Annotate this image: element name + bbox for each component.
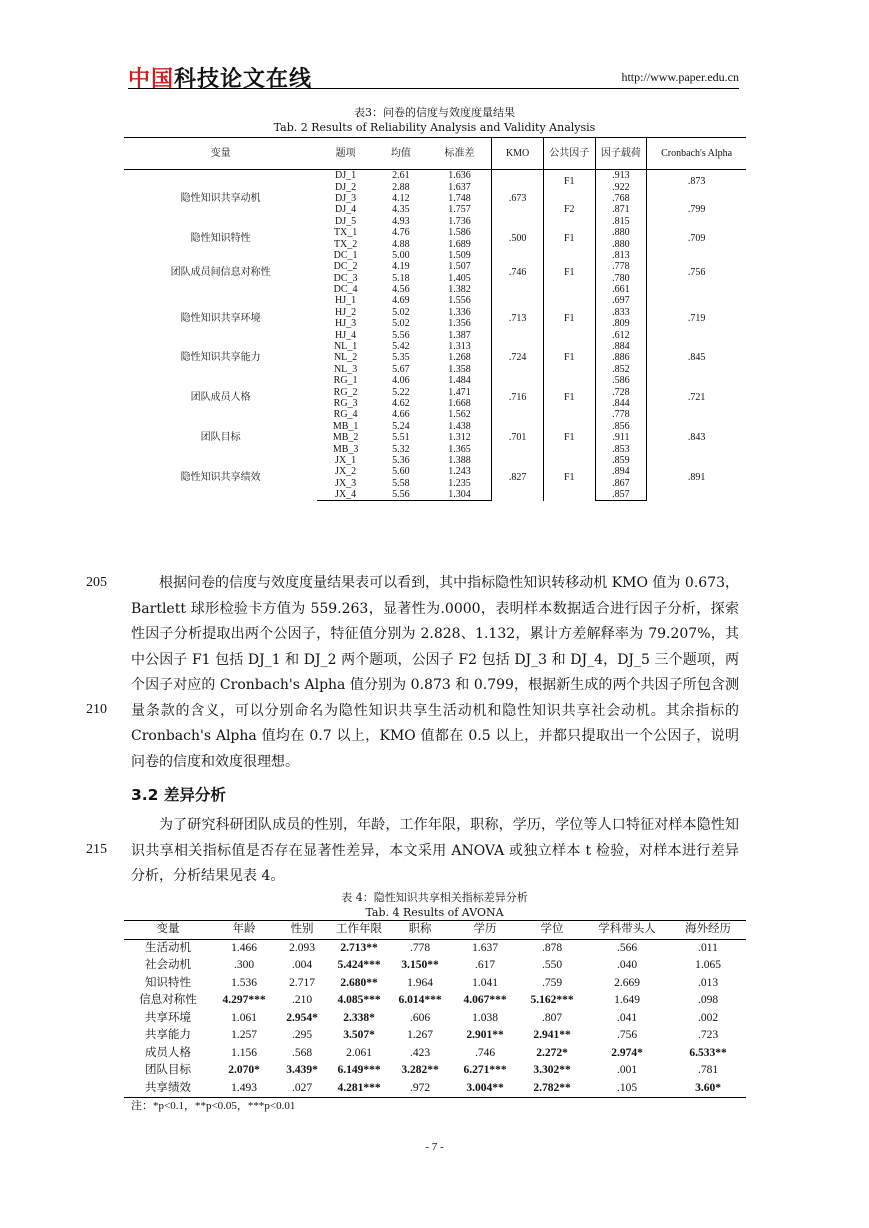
item-cell: RG_4 — [333, 409, 358, 421]
page-number: - 7 - — [425, 1141, 444, 1153]
sd-cell: 1.748 — [428, 193, 492, 204]
variable-name: 团队成员人格 — [190, 392, 251, 404]
mean-cell: 5.56 — [374, 489, 428, 501]
item-cell: HJ_3 — [335, 318, 357, 330]
value-cell: .013 — [697, 976, 719, 989]
table-row — [124, 939, 746, 957]
column-header: 均值 — [374, 138, 428, 170]
item-cell: JX_1 — [335, 454, 357, 466]
item-cell: MB_1 — [332, 420, 359, 432]
alpha-cell: .756 — [687, 267, 706, 279]
reliability-table — [124, 137, 746, 501]
value-cell: .746 — [474, 1046, 496, 1059]
loading-cell: .780 — [595, 273, 647, 284]
anova-table — [124, 920, 746, 1098]
logo-black-text: 科技论文在线 — [174, 67, 313, 92]
table-row — [124, 170, 746, 182]
item-cell: RG_1 — [333, 375, 358, 387]
mean-cell: 5.02 — [392, 318, 410, 330]
sd-cell: 1.388 — [428, 455, 492, 466]
paragraph-text: 根据问卷的信度与效度度量结果表可以看到，其中指标隐性知识转移动机 KMO 值为 0.673，Bartlett 球形检验卡方值为 559.263，显著性为.0000，表明样本数据适合进行因子分析，探索性因子分析提取出两个公因子，特征值分别为 2.828、1.132，累计方差解释率为 79.207%，其中公因子 F1 包括 DJ_1 和 DJ_2 两个题项，公因子 F2 包括 DJ_3 和 DJ_4，DJ_5 三个题项，两个因子对应的 Cronbach's Alpha 值分别为 0.873 和 0.799，根据新生成的两个共因子所包含测量条款的含义，可以分别命名为隐性知识共享生活动机和隐性知识共享社会动机。其余指标的 Cronbach's Alpha 值均在 0.7 以上，KMO 值都在 0.5 以上，并都只提取出一个公因子，说明问卷的信度和效度很理想。 — [131, 575, 739, 770]
alpha-cell: .891 — [687, 472, 706, 484]
value-cell: .210 — [291, 994, 313, 1007]
mean-cell: 5.18 — [392, 272, 410, 284]
factor-cell: F1 — [543, 295, 595, 341]
column-header: 因子载荷 — [595, 138, 647, 170]
variable-name: 团队目标 — [145, 1064, 191, 1077]
sd-cell: 1.304 — [428, 489, 492, 501]
loading-cell: .778 — [595, 409, 647, 420]
kmo-cell: .673 — [492, 170, 544, 227]
variable-name: 隐性知识共享环境 — [180, 312, 261, 324]
variable-name: 共享环境 — [145, 1011, 191, 1024]
table3-header-row — [124, 138, 746, 170]
value-cell: 3.507* — [343, 1029, 375, 1042]
value-cell: .566 — [616, 941, 638, 954]
mean-cell: 5.22 — [392, 386, 410, 398]
mean-cell: 5.60 — [392, 466, 410, 478]
value-cell: 4.297*** — [222, 994, 266, 1007]
loading-cell: .922 — [595, 181, 647, 192]
value-cell: 3.004** — [450, 1080, 520, 1098]
sd-cell: 1.387 — [428, 329, 492, 340]
alpha-cell: .873 — [687, 175, 706, 187]
item-cell: HJ_2 — [335, 306, 357, 318]
value-cell: 5.162*** — [530, 994, 574, 1007]
value-cell: 1.156 — [231, 1046, 257, 1059]
value-cell: 1.065 — [695, 959, 721, 972]
mean-cell: 5.67 — [392, 363, 410, 375]
sd-cell: 1.484 — [428, 375, 492, 386]
item-cell: JX_3 — [335, 477, 357, 489]
loading-cell: .815 — [595, 216, 647, 227]
value-cell: 3.302** — [533, 1064, 571, 1077]
table-row — [124, 1027, 746, 1045]
alpha-cell: .721 — [687, 392, 706, 404]
value-cell: 3.150** — [401, 959, 439, 972]
table-row — [124, 957, 746, 975]
variable-name: 信息对称性 — [139, 994, 197, 1007]
value-cell: .759 — [541, 976, 563, 989]
logo-red-text: 中国 — [128, 67, 175, 92]
value-cell: .550 — [541, 959, 563, 972]
sd-cell: 1.507 — [428, 261, 492, 272]
item-cell: NL_2 — [333, 352, 358, 364]
line-number: 210 — [86, 702, 107, 717]
mean-cell: 5.36 — [392, 454, 410, 466]
sd-cell: 1.336 — [428, 307, 492, 318]
factor-cell: F1 — [543, 170, 595, 193]
table-row — [124, 455, 746, 466]
value-cell: 2.901** — [466, 1029, 504, 1042]
value-cell: 5.424*** — [337, 959, 381, 972]
factor-cell: F2 — [543, 193, 595, 227]
item-cell: DC_3 — [333, 272, 358, 284]
mean-cell: 2.88 — [392, 181, 410, 193]
kmo-cell: .746 — [492, 250, 544, 296]
loading-cell: .844 — [595, 398, 647, 409]
item-cell: JX_4 — [317, 489, 374, 501]
alpha-cell: .719 — [687, 312, 706, 324]
variable-name: 共享绩效 — [124, 1080, 212, 1098]
loading-cell: .911 — [595, 432, 647, 443]
loading-cell: .886 — [595, 352, 647, 363]
loading-cell: .833 — [595, 307, 647, 318]
factor-cell: F1 — [543, 421, 595, 455]
value-cell: 2.070* — [228, 1064, 260, 1077]
value-cell: .300 — [233, 959, 255, 972]
mean-cell: 5.35 — [392, 352, 410, 364]
sd-cell: 1.562 — [428, 409, 492, 420]
mean-cell: 4.35 — [392, 204, 410, 216]
mean-cell: 5.42 — [392, 341, 410, 353]
loading-cell: .612 — [595, 329, 647, 340]
value-cell: 1.041 — [472, 976, 498, 989]
value-cell: 2.272* — [536, 1046, 568, 1059]
column-header: 学位 — [520, 921, 584, 940]
loading-cell: .809 — [595, 318, 647, 329]
column-header: 海外经历 — [670, 921, 746, 940]
variable-name: 隐性知识共享能力 — [180, 352, 261, 364]
mean-cell: 4.88 — [392, 238, 410, 250]
item-cell: MB_3 — [332, 443, 359, 455]
factor-cell: F1 — [543, 341, 595, 375]
item-cell: NL_1 — [333, 341, 358, 353]
sd-cell: 1.268 — [428, 352, 492, 363]
sd-cell: 1.509 — [428, 250, 492, 261]
table-row — [124, 341, 746, 352]
item-cell: DJ_1 — [335, 170, 357, 182]
table-row — [124, 227, 746, 238]
value-cell: .001 — [616, 1064, 638, 1077]
table-row — [124, 1045, 746, 1063]
loading-cell: .856 — [595, 421, 647, 432]
sd-cell: 1.637 — [428, 181, 492, 192]
line-number: 215 — [86, 842, 107, 857]
sd-cell: 1.736 — [428, 216, 492, 227]
sd-cell: 1.438 — [428, 421, 492, 432]
alpha-cell: .799 — [687, 204, 706, 216]
table4-caption-cn: 表 4：隐性知识共享相关指标差异分析 — [341, 891, 528, 904]
mean-cell: 4.12 — [392, 192, 410, 204]
sd-cell: 1.471 — [428, 386, 492, 397]
mean-cell: 4.69 — [392, 295, 410, 307]
mean-cell: 4.56 — [392, 284, 410, 296]
value-cell: .617 — [474, 959, 496, 972]
value-cell: 3.282** — [401, 1064, 439, 1077]
table4-note: 注：*p<0.1，**p<0.05，***p<0.01 — [131, 1100, 296, 1112]
mean-cell: 4.66 — [392, 409, 410, 421]
table4-caption-en: Tab. 4 Results of AVONA — [365, 906, 504, 919]
value-cell: 1.038 — [472, 1011, 498, 1024]
header-url[interactable]: http://www.paper.edu.cn — [621, 70, 739, 84]
value-cell: .781 — [697, 1064, 719, 1077]
kmo-cell: .500 — [492, 227, 544, 250]
value-cell: 2.669 — [614, 976, 640, 989]
table-row — [124, 375, 746, 386]
loading-cell: .894 — [595, 466, 647, 477]
column-header: 学科带头人 — [584, 921, 670, 940]
value-cell: 6.014*** — [398, 994, 442, 1007]
line-number: 205 — [86, 575, 107, 590]
loading-cell: .697 — [595, 295, 647, 306]
table-row — [124, 250, 746, 261]
value-cell: 1.061 — [231, 1011, 257, 1024]
loading-cell: .871 — [595, 204, 647, 215]
item-cell: JX_2 — [335, 466, 357, 478]
column-header: 年龄 — [212, 921, 276, 940]
item-cell: DJ_5 — [335, 215, 357, 227]
paragraph-text: 为了研究科研团队成员的性别，年龄，工作年限，职称，学历，学位等人口特征对样本隐性知识共享相关指标值是否存在显著性差异，本文采用 ANOVA 或独立样本 t 检验，对样本进行差异分析，分析结果见表 4。 — [131, 817, 739, 884]
header-rule — [128, 88, 739, 89]
item-cell: HJ_4 — [335, 329, 357, 341]
variable-name: 共享能力 — [145, 1029, 191, 1042]
factor-cell: F1 — [543, 455, 595, 501]
factor-cell: F1 — [543, 227, 595, 250]
variable-name: 隐性知识共享动机 — [180, 192, 261, 204]
value-cell: 1.637 — [472, 941, 498, 954]
item-cell: DJ_4 — [335, 204, 357, 216]
item-cell: DC_2 — [333, 261, 358, 273]
mean-cell: 5.58 — [392, 477, 410, 489]
value-cell: .606 — [409, 1011, 431, 1024]
kmo-cell: .701 — [492, 421, 544, 455]
item-cell: DJ_3 — [335, 192, 357, 204]
mean-cell: 5.51 — [392, 432, 410, 444]
value-cell: 3.439* — [286, 1064, 318, 1077]
value-cell: .027 — [276, 1080, 328, 1098]
sd-cell: 1.757 — [428, 204, 492, 215]
sd-cell: 1.556 — [428, 295, 492, 306]
value-cell: 2.782** — [520, 1080, 584, 1098]
sd-cell: 1.235 — [428, 478, 492, 489]
sd-cell: 1.405 — [428, 273, 492, 284]
mean-cell: 4.93 — [392, 215, 410, 227]
value-cell: .011 — [698, 941, 718, 954]
value-cell: 6.271*** — [463, 1064, 507, 1077]
table3-caption-en: Tab. 2 Results of Reliability Analysis and Validity Analysis — [273, 121, 596, 134]
kmo-cell: .724 — [492, 341, 544, 375]
sd-cell: 1.243 — [428, 466, 492, 477]
value-cell: 2.680** — [340, 976, 378, 989]
value-cell: 4.281*** — [328, 1080, 390, 1098]
alpha-cell: .709 — [687, 232, 706, 244]
column-header: 性别 — [276, 921, 328, 940]
variable-name: 知识特性 — [145, 976, 191, 989]
factor-cell: F1 — [543, 375, 595, 421]
item-cell: TX_2 — [333, 238, 358, 250]
loading-cell: .768 — [595, 193, 647, 204]
column-header: 变量 — [124, 921, 212, 940]
value-cell: 2.093 — [289, 941, 315, 954]
item-cell: NL_3 — [333, 363, 358, 375]
mean-cell: 2.61 — [392, 170, 410, 182]
value-cell: .568 — [291, 1046, 313, 1059]
value-cell: 2.954* — [286, 1011, 318, 1024]
column-header: 标准差 — [428, 138, 492, 170]
mean-cell: 5.56 — [392, 329, 410, 341]
table-row — [124, 975, 746, 993]
value-cell: .423 — [409, 1046, 431, 1059]
column-header: 工作年限 — [328, 921, 390, 940]
loading-cell: .884 — [595, 341, 647, 352]
paragraph-reliability — [131, 571, 739, 775]
value-cell: 2.974* — [611, 1046, 643, 1059]
sd-cell: 1.365 — [428, 443, 492, 454]
item-cell: RG_2 — [333, 386, 358, 398]
value-cell: .723 — [697, 1029, 719, 1042]
value-cell: 4.085*** — [337, 994, 381, 1007]
table-row — [124, 295, 746, 306]
table-row — [124, 1062, 746, 1080]
value-cell: 1.257 — [231, 1029, 257, 1042]
column-header: 学历 — [450, 921, 520, 940]
loading-cell: .859 — [595, 455, 647, 466]
loading-cell: .867 — [595, 478, 647, 489]
value-cell: .002 — [697, 1011, 719, 1024]
value-cell: 2.941** — [533, 1029, 571, 1042]
table-row — [124, 421, 746, 432]
variable-name: 团队成员间信息对称性 — [170, 267, 271, 279]
sd-cell: 1.636 — [428, 170, 492, 182]
column-header: KMO — [492, 138, 544, 170]
value-cell: 1.466 — [231, 941, 257, 954]
value-cell: 1.649 — [614, 994, 640, 1007]
sd-cell: 1.689 — [428, 238, 492, 249]
loading-cell: .813 — [595, 250, 647, 261]
loading-cell: .778 — [595, 261, 647, 272]
value-cell: 1.493 — [212, 1080, 276, 1098]
table-row — [124, 1010, 746, 1028]
column-header: 职称 — [390, 921, 450, 940]
loading-cell: .728 — [595, 386, 647, 397]
variable-name: 隐性知识特性 — [190, 232, 251, 244]
variable-name: 成员人格 — [145, 1046, 191, 1059]
item-cell: MB_2 — [332, 432, 359, 444]
value-cell: 1.267 — [407, 1029, 433, 1042]
value-cell: 2.717 — [289, 976, 315, 989]
factor-cell: F1 — [543, 250, 595, 296]
sd-cell: 1.586 — [428, 227, 492, 238]
mean-cell: 5.00 — [392, 249, 410, 261]
item-cell: RG_3 — [333, 398, 358, 409]
value-cell: .105 — [584, 1080, 670, 1098]
mean-cell: 5.02 — [392, 306, 410, 318]
loading-cell: .586 — [595, 375, 647, 386]
value-cell: .040 — [616, 959, 638, 972]
mean-cell: 5.32 — [392, 443, 410, 455]
value-cell: 1.964 — [407, 976, 433, 989]
mean-cell: 5.24 — [392, 420, 410, 432]
kmo-cell: .716 — [492, 375, 544, 421]
mean-cell: 4.06 — [392, 375, 410, 387]
item-cell: HJ_1 — [335, 295, 357, 307]
table3-caption-cn: 表3：问卷的信度与效度度量结果 — [354, 106, 515, 119]
loading-cell: .853 — [595, 443, 647, 454]
value-cell: .041 — [616, 1011, 638, 1024]
value-cell: .004 — [291, 959, 313, 972]
loading-cell: .661 — [595, 284, 647, 295]
column-header: 题项 — [317, 138, 374, 170]
item-cell: DC_4 — [333, 284, 358, 296]
item-cell: DC_1 — [333, 249, 358, 261]
item-cell: TX_1 — [333, 227, 358, 239]
mean-cell: 4.19 — [392, 261, 410, 273]
value-cell: 2.061 — [346, 1046, 372, 1059]
variable-name: 生活动机 — [145, 941, 191, 954]
alpha-cell: .843 — [687, 432, 706, 444]
loading-cell: .913 — [595, 170, 647, 182]
table-row — [124, 1080, 746, 1098]
value-cell: .295 — [291, 1029, 313, 1042]
mean-cell: 4.76 — [392, 227, 410, 239]
kmo-cell: .827 — [492, 455, 544, 501]
column-header: 变量 — [124, 138, 317, 170]
table-row — [124, 992, 746, 1010]
mean-cell: 4.62 — [392, 398, 410, 409]
sd-cell: 1.313 — [428, 341, 492, 352]
sd-cell: 1.356 — [428, 318, 492, 329]
value-cell: .807 — [541, 1011, 563, 1024]
loading-cell: .852 — [595, 364, 647, 375]
sd-cell: 1.312 — [428, 432, 492, 443]
sd-cell: 1.382 — [428, 284, 492, 295]
value-cell: 6.149*** — [337, 1064, 381, 1077]
sd-cell: 1.358 — [428, 364, 492, 375]
variable-name: 社会动机 — [145, 959, 191, 972]
loading-cell: .880 — [595, 238, 647, 249]
value-cell: .878 — [541, 941, 563, 954]
value-cell: 6.533** — [689, 1046, 727, 1059]
value-cell: .778 — [409, 941, 431, 954]
sd-cell: 1.668 — [428, 398, 492, 409]
paragraph-difference — [131, 813, 739, 890]
table4-header-row — [124, 921, 746, 940]
loading-cell: .857 — [595, 489, 647, 501]
value-cell: .756 — [616, 1029, 638, 1042]
value-cell: 3.60* — [670, 1080, 746, 1098]
section-title: 3.2 差异分析 — [131, 786, 226, 804]
value-cell: 2.338* — [343, 1011, 375, 1024]
variable-name: 隐性知识共享绩效 — [180, 472, 261, 484]
alpha-cell: .845 — [687, 352, 706, 364]
value-cell: 1.536 — [231, 976, 257, 989]
column-header: Cronbach's Alpha — [647, 138, 746, 170]
value-cell: .098 — [697, 994, 719, 1007]
value-cell: .972 — [390, 1080, 450, 1098]
value-cell: 4.067*** — [463, 994, 507, 1007]
item-cell: DJ_2 — [335, 181, 357, 193]
loading-cell: .880 — [595, 227, 647, 238]
value-cell: 2.713** — [340, 941, 378, 954]
variable-name: 团队目标 — [200, 432, 241, 444]
column-header: 公共因子 — [543, 138, 595, 170]
kmo-cell: .713 — [492, 295, 544, 341]
